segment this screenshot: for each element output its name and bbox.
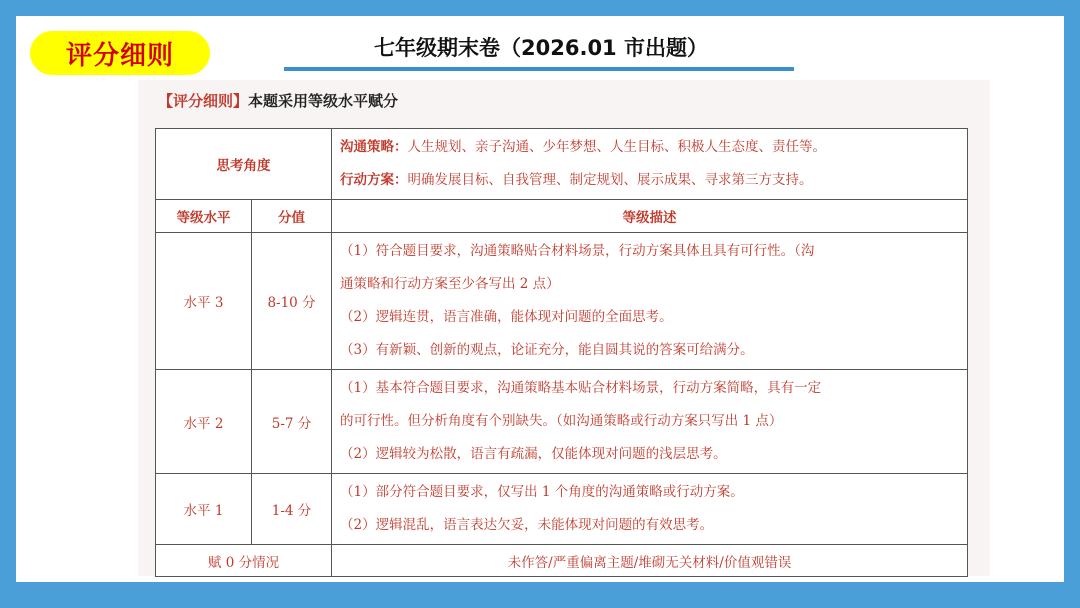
desc-cell [332,474,968,545]
rubric-panel [138,80,990,576]
action-label: 行动方案： [340,172,408,188]
slide-title: 七年级期末卷（2026.01 市出题） [374,36,708,60]
rubric-table [155,128,968,577]
table-row [156,129,968,200]
desc-line: （2）逻辑连贯，语言准确，能体现对问题的全面思考。 [340,309,673,325]
title-underline [284,67,794,71]
level-cell: 水平 3 [156,233,252,370]
level-cell: 水平 1 [156,474,252,545]
table-row [156,545,968,577]
desc-line: （3）有新颖、创新的观点，论证充分，能自圆其说的答案可给满分。 [340,342,754,358]
table-header-row [156,200,968,233]
desc-line: 的可行性。但分析角度有个别缺失。（如沟通策略或行动方案只写出 1 点） [340,413,783,429]
section-badge: 评分细则 [30,31,210,75]
strategy-text: 人生规划、亲子沟通、少年梦想、人生目标、积极人生态度、责任等。 [407,139,826,155]
thinking-angle-label: 思考角度 [156,129,332,200]
desc-cell [332,233,968,370]
desc-line: （2）逻辑较为松散，语言有疏漏，仅能体现对问题的浅层思考。 [340,446,727,462]
desc-cell [332,370,968,474]
strategy-label: 沟通策略： [340,139,408,155]
header-desc: 等级描述 [332,200,968,233]
thinking-angle-content [332,129,968,200]
desc-line: （1）符合题目要求，沟通策略贴合材料场景，行动方案具体且具有可行性。（沟 [340,243,815,259]
table-row [156,233,968,370]
table-row [156,474,968,545]
table-row [156,370,968,474]
desc-line: 通策略和行动方案至少各写出 2 点） [340,276,560,292]
rubric-heading-prefix: 【评分细则】 [158,92,249,110]
zero-score-text: 未作答/严重偏离主题/堆砌无关材料/价值观错误 [332,545,968,577]
slide [16,16,1064,582]
action-text: 明确发展目标、自我管理、制定规划、展示成果、寻求第三方支持。 [407,172,813,188]
header-level: 等级水平 [156,200,252,233]
desc-line: （1）基本符合题目要求，沟通策略基本贴合材料场景，行动方案简略，具有一定 [340,380,822,396]
level-cell: 水平 2 [156,370,252,474]
rubric-heading-text: 本题采用等级水平赋分 [248,92,399,110]
zero-score-label: 赋 0 分情况 [156,545,332,577]
rubric-heading [158,90,398,111]
desc-line: （2）逻辑混乱，语言表达欠妥，未能体现对问题的有效思考。 [340,517,714,533]
score-cell: 8-10 分 [252,233,332,370]
desc-line: （1）部分符合题目要求，仅写出 1 个角度的沟通策略或行动方案。 [340,484,744,500]
header-score: 分值 [252,200,332,233]
score-cell: 5-7 分 [252,370,332,474]
score-cell: 1-4 分 [252,474,332,545]
